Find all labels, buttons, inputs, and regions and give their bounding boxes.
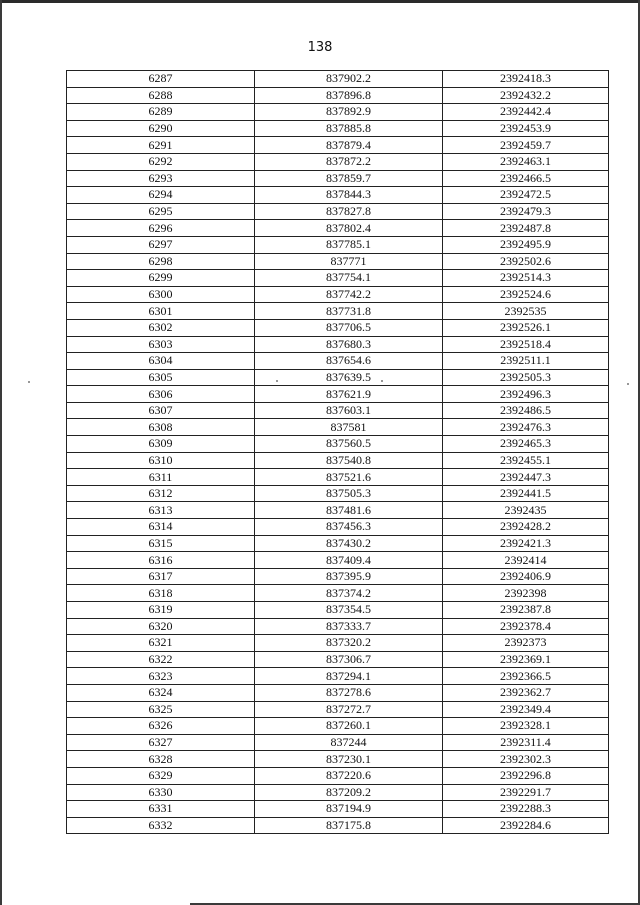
- point-number-cell: 6317: [67, 568, 255, 585]
- x-coordinate-cell: 837175.8: [255, 817, 443, 834]
- table-row: [67, 651, 609, 668]
- table-row: [67, 635, 609, 652]
- x-coordinate-cell: 837260.1: [255, 718, 443, 735]
- y-coordinate-cell: 2392373: [443, 635, 609, 652]
- x-coordinate-cell: 837456.3: [255, 519, 443, 536]
- table-row: [67, 568, 609, 585]
- x-coordinate-cell: 837306.7: [255, 651, 443, 668]
- y-coordinate-cell: 2392296.8: [443, 767, 609, 784]
- y-coordinate-cell: 2392432.2: [443, 87, 609, 104]
- point-number-cell: 6313: [67, 502, 255, 519]
- y-coordinate-cell: 2392366.5: [443, 668, 609, 685]
- point-number-cell: 6303: [67, 336, 255, 353]
- y-coordinate-cell: 2392378.4: [443, 618, 609, 635]
- x-coordinate-cell: 837896.8: [255, 87, 443, 104]
- table-row: [67, 286, 609, 303]
- x-coordinate-cell: 837902.2: [255, 71, 443, 88]
- y-coordinate-cell: 2392505.3: [443, 369, 609, 386]
- table-row: [67, 104, 609, 121]
- point-number-cell: 6311: [67, 469, 255, 486]
- point-number-cell: 6310: [67, 452, 255, 469]
- point-number-cell: 6324: [67, 684, 255, 701]
- y-coordinate-cell: 2392418.3: [443, 71, 609, 88]
- table-row: [67, 336, 609, 353]
- table-row: [67, 402, 609, 419]
- x-coordinate-cell: 837209.2: [255, 784, 443, 801]
- y-coordinate-cell: 2392466.5: [443, 170, 609, 187]
- table-body: [67, 71, 609, 834]
- x-coordinate-cell: 837220.6: [255, 767, 443, 784]
- table-row: [67, 270, 609, 287]
- x-coordinate-cell: 837844.3: [255, 187, 443, 204]
- table-row: [67, 718, 609, 735]
- x-coordinate-cell: 837560.5: [255, 436, 443, 453]
- point-number-cell: 6326: [67, 718, 255, 735]
- table-row: [67, 419, 609, 436]
- x-coordinate-cell: 837654.6: [255, 353, 443, 370]
- x-coordinate-cell: 837621.9: [255, 386, 443, 403]
- table-row: [67, 502, 609, 519]
- x-coordinate-cell: 837320.2: [255, 635, 443, 652]
- y-coordinate-cell: 2392476.3: [443, 419, 609, 436]
- point-number-cell: 6294: [67, 187, 255, 204]
- table-row: [67, 71, 609, 88]
- y-coordinate-cell: 2392514.3: [443, 270, 609, 287]
- y-coordinate-cell: 2392441.5: [443, 485, 609, 502]
- x-coordinate-cell: 837505.3: [255, 485, 443, 502]
- y-coordinate-cell: 2392472.5: [443, 187, 609, 204]
- table-row: [67, 817, 609, 834]
- table-row: [67, 618, 609, 635]
- y-coordinate-cell: 2392502.6: [443, 253, 609, 270]
- y-coordinate-cell: 2392487.8: [443, 220, 609, 237]
- y-coordinate-cell: 2392453.9: [443, 120, 609, 137]
- table-row: [67, 784, 609, 801]
- y-coordinate-cell: 2392465.3: [443, 436, 609, 453]
- point-number-cell: 6287: [67, 71, 255, 88]
- point-number-cell: 6298: [67, 253, 255, 270]
- point-number-cell: 6304: [67, 353, 255, 370]
- y-coordinate-cell: 2392428.2: [443, 519, 609, 536]
- table-row: [67, 469, 609, 486]
- x-coordinate-cell: 837872.2: [255, 153, 443, 170]
- scan-speck: [627, 383, 629, 385]
- x-coordinate-cell: 837827.8: [255, 203, 443, 220]
- point-number-cell: 6309: [67, 436, 255, 453]
- x-coordinate-cell: 837885.8: [255, 120, 443, 137]
- table-row: [67, 734, 609, 751]
- x-coordinate-cell: 837230.1: [255, 751, 443, 768]
- point-number-cell: 6302: [67, 319, 255, 336]
- table-row: [67, 751, 609, 768]
- y-coordinate-cell: 2392459.7: [443, 137, 609, 154]
- point-number-cell: 6299: [67, 270, 255, 287]
- point-number-cell: 6318: [67, 585, 255, 602]
- y-coordinate-cell: 2392495.9: [443, 236, 609, 253]
- point-number-cell: 6308: [67, 419, 255, 436]
- y-coordinate-cell: 2392535: [443, 303, 609, 320]
- x-coordinate-cell: 837333.7: [255, 618, 443, 635]
- y-coordinate-cell: 2392486.5: [443, 402, 609, 419]
- x-coordinate-cell: 837785.1: [255, 236, 443, 253]
- x-coordinate-cell: 837521.6: [255, 469, 443, 486]
- table-row: [67, 303, 609, 320]
- y-coordinate-cell: 2392447.3: [443, 469, 609, 486]
- y-coordinate-cell: 2392311.4: [443, 734, 609, 751]
- point-number-cell: 6307: [67, 402, 255, 419]
- point-number-cell: 6301: [67, 303, 255, 320]
- point-number-cell: 6323: [67, 668, 255, 685]
- y-coordinate-cell: 2392421.3: [443, 535, 609, 552]
- y-coordinate-cell: 2392442.4: [443, 104, 609, 121]
- x-coordinate-cell: 837879.4: [255, 137, 443, 154]
- x-coordinate-cell: 837802.4: [255, 220, 443, 237]
- x-coordinate-cell: 837430.2: [255, 535, 443, 552]
- table-row: [67, 253, 609, 270]
- point-number-cell: 6328: [67, 751, 255, 768]
- x-coordinate-cell: 837272.7: [255, 701, 443, 718]
- point-number-cell: 6330: [67, 784, 255, 801]
- table-row: [67, 187, 609, 204]
- point-number-cell: 6319: [67, 602, 255, 619]
- x-coordinate-cell: 837603.1: [255, 402, 443, 419]
- table-row: [67, 236, 609, 253]
- x-coordinate-cell: 837771: [255, 253, 443, 270]
- y-coordinate-cell: 2392291.7: [443, 784, 609, 801]
- table-row: [67, 153, 609, 170]
- y-coordinate-cell: 2392369.1: [443, 651, 609, 668]
- point-number-cell: 6297: [67, 236, 255, 253]
- point-number-cell: 6296: [67, 220, 255, 237]
- y-coordinate-cell: 2392526.1: [443, 319, 609, 336]
- scan-edge-top: [0, 0, 640, 3]
- y-coordinate-cell: 2392463.1: [443, 153, 609, 170]
- x-coordinate-cell: 837395.9: [255, 568, 443, 585]
- scan-edge-left: [0, 0, 2, 905]
- point-number-cell: 6322: [67, 651, 255, 668]
- x-coordinate-cell: 837754.1: [255, 270, 443, 287]
- point-number-cell: 6305: [67, 369, 255, 386]
- point-number-cell: 6329: [67, 767, 255, 784]
- y-coordinate-cell: 2392302.3: [443, 751, 609, 768]
- point-number-cell: 6290: [67, 120, 255, 137]
- y-coordinate-cell: 2392511.1: [443, 353, 609, 370]
- table-row: [67, 485, 609, 502]
- point-number-cell: 6288: [67, 87, 255, 104]
- x-coordinate-cell: 837278.6: [255, 684, 443, 701]
- table-row: [67, 535, 609, 552]
- x-coordinate-cell: 837294.1: [255, 668, 443, 685]
- table-row: [67, 369, 609, 386]
- table-row: [67, 552, 609, 569]
- table-row: [67, 519, 609, 536]
- x-coordinate-cell: 837194.9: [255, 801, 443, 818]
- table-row: [67, 801, 609, 818]
- x-coordinate-cell: 837581: [255, 419, 443, 436]
- x-coordinate-cell: 837706.5: [255, 319, 443, 336]
- y-coordinate-cell: 2392518.4: [443, 336, 609, 353]
- table-row: [67, 137, 609, 154]
- point-number-cell: 6314: [67, 519, 255, 536]
- point-number-cell: 6306: [67, 386, 255, 403]
- table-row: [67, 684, 609, 701]
- table-row: [67, 585, 609, 602]
- table-row: [67, 170, 609, 187]
- point-number-cell: 6320: [67, 618, 255, 635]
- x-coordinate-cell: 837892.9: [255, 104, 443, 121]
- x-coordinate-cell: 837540.8: [255, 452, 443, 469]
- x-coordinate-cell: 837481.6: [255, 502, 443, 519]
- y-coordinate-cell: 2392435: [443, 502, 609, 519]
- y-coordinate-cell: 2392479.3: [443, 203, 609, 220]
- point-number-cell: 6325: [67, 701, 255, 718]
- point-number-cell: 6300: [67, 286, 255, 303]
- y-coordinate-cell: 2392387.8: [443, 602, 609, 619]
- y-coordinate-cell: 2392414: [443, 552, 609, 569]
- table-row: [67, 436, 609, 453]
- point-number-cell: 6292: [67, 153, 255, 170]
- y-coordinate-cell: 2392362.7: [443, 684, 609, 701]
- y-coordinate-cell: 2392398: [443, 585, 609, 602]
- point-number-cell: 6332: [67, 817, 255, 834]
- point-number-cell: 6312: [67, 485, 255, 502]
- x-coordinate-cell: 837742.2: [255, 286, 443, 303]
- point-number-cell: 6293: [67, 170, 255, 187]
- table-row: [67, 120, 609, 137]
- table-row: [67, 701, 609, 718]
- x-coordinate-cell: 837354.5: [255, 602, 443, 619]
- x-coordinate-cell: 837680.3: [255, 336, 443, 353]
- point-number-cell: 6331: [67, 801, 255, 818]
- table-row: [67, 220, 609, 237]
- y-coordinate-cell: 2392524.6: [443, 286, 609, 303]
- x-coordinate-cell: 837731.8: [255, 303, 443, 320]
- point-number-cell: 6316: [67, 552, 255, 569]
- table-row: [67, 353, 609, 370]
- table-row: [67, 319, 609, 336]
- table-row: [67, 87, 609, 104]
- y-coordinate-cell: 2392288.3: [443, 801, 609, 818]
- scan-speck: [28, 381, 30, 383]
- x-coordinate-cell: 837639.5: [255, 369, 443, 386]
- x-coordinate-cell: 837859.7: [255, 170, 443, 187]
- table-row: [67, 668, 609, 685]
- point-number-cell: 6291: [67, 137, 255, 154]
- table-row: [67, 452, 609, 469]
- coordinates-table: [66, 70, 609, 834]
- x-coordinate-cell: 837409.4: [255, 552, 443, 569]
- table-row: [67, 203, 609, 220]
- page-number: 138: [307, 40, 333, 55]
- x-coordinate-cell: 837374.2: [255, 585, 443, 602]
- point-number-cell: 6321: [67, 635, 255, 652]
- x-coordinate-cell: 837244: [255, 734, 443, 751]
- point-number-cell: 6315: [67, 535, 255, 552]
- y-coordinate-cell: 2392406.9: [443, 568, 609, 585]
- point-number-cell: 6327: [67, 734, 255, 751]
- y-coordinate-cell: 2392455.1: [443, 452, 609, 469]
- y-coordinate-cell: 2392328.1: [443, 718, 609, 735]
- point-number-cell: 6289: [67, 104, 255, 121]
- y-coordinate-cell: 2392284.6: [443, 817, 609, 834]
- point-number-cell: 6295: [67, 203, 255, 220]
- y-coordinate-cell: 2392496.3: [443, 386, 609, 403]
- table-row: [67, 602, 609, 619]
- y-coordinate-cell: 2392349.4: [443, 701, 609, 718]
- table-row: [67, 386, 609, 403]
- table-row: [67, 767, 609, 784]
